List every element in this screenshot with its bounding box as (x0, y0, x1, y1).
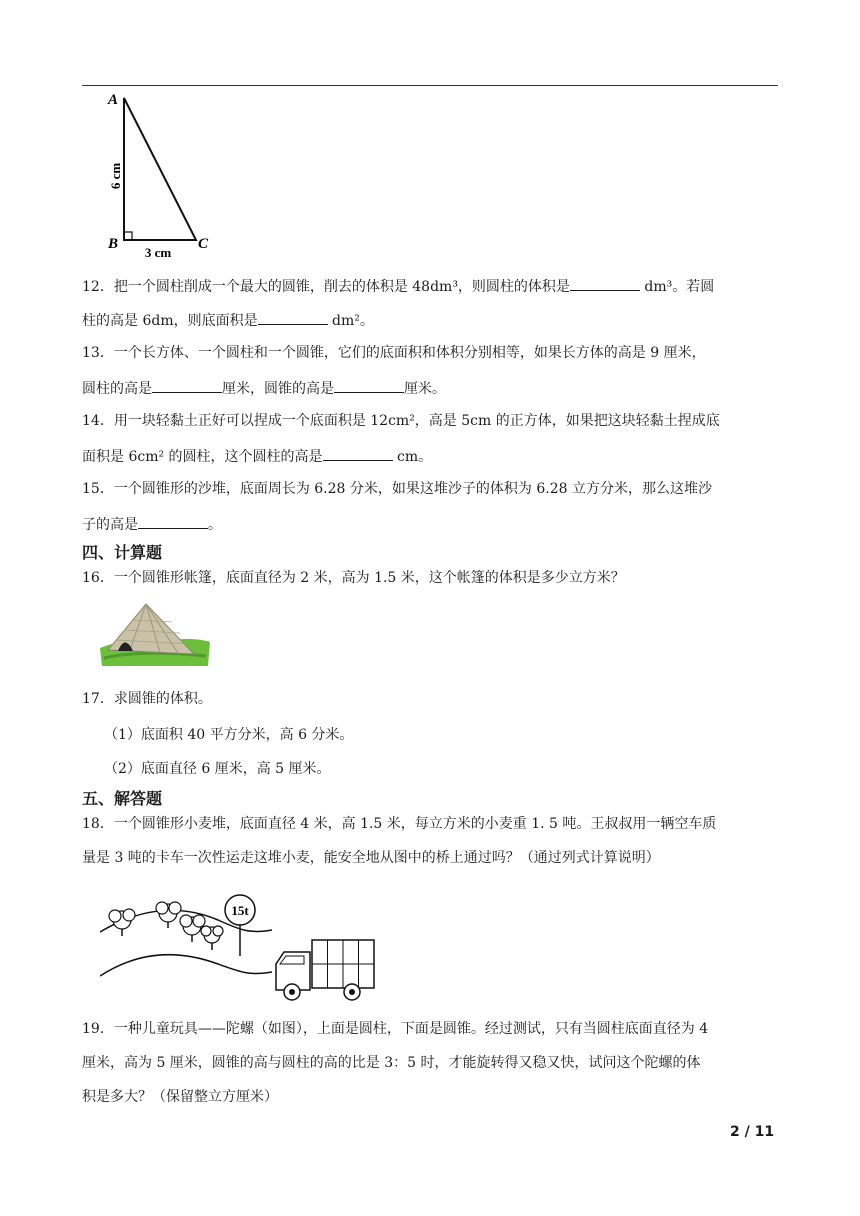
q12-line2: 柱的高是 6dm，则底面积是 dm²。 (82, 310, 374, 330)
q13-line1: 13．一个长方体、一个圆柱和一个圆锥，它们的底面积和体积分别相等，如果长方体的高是 9 厘米， (82, 345, 706, 361)
q14-line1: 14．用一块轻黏土正好可以捏成一个底面积是 12cm²，高是 5cm 的正方体，如果把这块轻黏土捏成底 (82, 413, 720, 429)
q12-line1: 12．把一个圆柱削成一个最大的圆锥，削去的体积是 48dm³，则圆柱的体积是 dm³。若圆 (82, 276, 714, 296)
header-rule (82, 85, 778, 86)
q13-blank2[interactable] (334, 378, 404, 393)
q13-line2: 圆柱的高是 厘米，圆锥的高是 厘米。 (82, 378, 446, 398)
side-ab-label: 6 cm (108, 162, 123, 190)
q15-blank[interactable] (138, 514, 208, 529)
triangle-figure (100, 88, 230, 260)
q17-sub1: （1）底面积 40 平方分米，高 6 分米。 (104, 727, 354, 743)
tent-figure (100, 598, 210, 668)
q15-line2: 子的高是 。 (82, 514, 222, 534)
q18-line1: 18．一个圆锥形小麦堆，底面直径 4 米，高 1.5 米，每立方米的小麦重 1. 5 吨。王叔叔用一辆空车质 (82, 816, 717, 832)
q19-line3: 积是多大？（保留整立方厘米） (82, 1089, 278, 1105)
vertex-c-label: C (198, 236, 209, 252)
q19-line2: 厘米，高为 5 厘米，圆锥的高与圆柱的高的比是 3：5 时，才能旋转得又稳又快，试问这个陀螺的体 (82, 1055, 701, 1071)
q18-line2: 量是 3 吨的卡车一次性运走这堆小麦，能安全地从图中的桥上通过吗？（通过列式计算说明） (82, 850, 660, 866)
section-4-heading: 四、计算题 (82, 543, 163, 562)
side-bc-label: 3 cm (144, 245, 172, 260)
q13-blank1[interactable] (152, 378, 222, 393)
q17-title: 17．求圆锥的体积。 (82, 691, 212, 707)
page-number: 2 / 11 (730, 1124, 775, 1140)
q14-line2: 面积是 6cm² 的圆柱，这个圆柱的高是 cm。 (82, 446, 432, 466)
q14-blank[interactable] (323, 446, 393, 461)
bridge-truck-figure (100, 868, 390, 1004)
q12-blank1[interactable] (570, 276, 640, 291)
section-5-heading: 五、解答题 (82, 789, 163, 808)
vertex-a-label: A (108, 92, 119, 108)
q16-text: 16．一个圆锥形帐篷，底面直径为 2 米，高为 1.5 米，这个帐篷的体积是多少立方米？ (82, 570, 625, 586)
weight-limit-sign: 15t (231, 903, 249, 918)
q15-line1: 15．一个圆锥形的沙堆，底面周长为 6.28 分米，如果这堆沙子的体积为 6.28 立方分米，那么这堆沙 (82, 481, 712, 497)
vertex-b-label: B (108, 236, 119, 252)
q12-blank2[interactable] (258, 310, 328, 325)
q19-line1: 19．一种儿童玩具——陀螺（如图），上面是圆柱，下面是圆锥。经过测试，只有当圆柱底面直径为 4 (82, 1021, 709, 1037)
q17-sub2: （2）底面直径 6 厘米，高 5 厘米。 (104, 761, 331, 777)
